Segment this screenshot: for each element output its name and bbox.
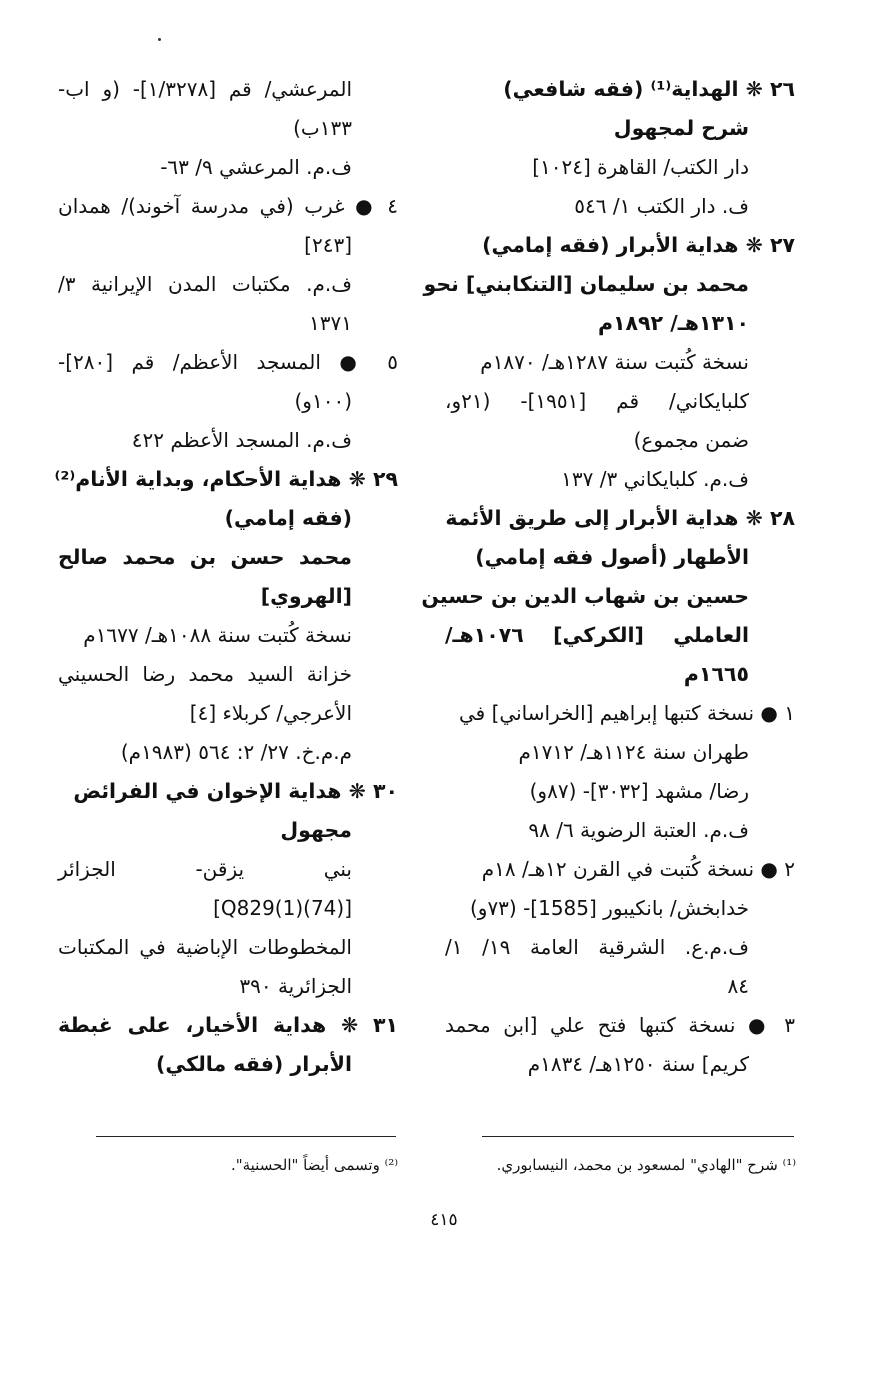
text-line: [(74)Q829(1)] (213, 896, 352, 920)
text-line: الأعرجي/ كربلاء [٤] (189, 701, 352, 725)
text-line: ١ ● نسخة كتبها إبراهيم [الخراساني] في (459, 701, 795, 725)
text-line: الأطهار (أصول فقه إمامي) (475, 545, 749, 569)
text-line: [٢٤٣] (304, 233, 352, 257)
footnote-rule-right (482, 1136, 794, 1137)
text-line: دار الكتب/ القاهرة [١٠٢٤] (532, 155, 749, 179)
text-line: المرعشي/ قم [١/٣٢٧٨]- (و اب- (58, 77, 352, 101)
left-column (54, 70, 398, 1084)
text-line: الأبرار (فقه مالكي) (156, 1052, 352, 1076)
text-line: كريم] سنة ١٢٥٠هـ/ ١٨٣٤م (527, 1052, 749, 1076)
text-line: ٣٠ ❋ هداية الإخوان في الفرائض (73, 779, 398, 803)
scan-speck (158, 38, 161, 41)
text-line: ١٣٧١ (309, 311, 352, 335)
text-line: ٢ ● نسخة كُتبت في القرن ١٢هـ/ ١٨م (481, 857, 795, 881)
page-number: ٤١٥ (430, 1210, 458, 1230)
text-line: مجهول (280, 818, 352, 842)
text-line: حسين بن شهاب الدين بن حسين (421, 584, 749, 608)
text-line: ١٦٦٥م (683, 662, 749, 686)
text-line: ٢٦ ❋ الهداية⁽¹⁾ (فقه شافعي) (503, 77, 795, 101)
text-line: ٢٧ ❋ هداية الأبرار (فقه إمامي) (482, 233, 795, 257)
text-line: محمد حسن بن محمد صالح (58, 545, 352, 569)
text-line: طهران سنة ١١٢٤هـ/ ١٧١٢م (518, 740, 749, 764)
footnote-rule-left (96, 1136, 396, 1137)
text-line: نسخة كُتبت سنة ١٢٨٧هـ/ ١٨٧٠م (480, 350, 749, 374)
text-line: خدابخش/ بانكيبور [1585]- (٧٣و) (469, 896, 749, 920)
text-line: ف.م. العتبة الرضوية ٦/ ٩٨ (528, 818, 749, 842)
text-line: [الهروي] (260, 584, 352, 608)
text-line: م.م.خ. ٢٧/ ٢: ٥٦٤ (١٩٨٣م) (120, 740, 352, 764)
text-line: ١٣١٠هـ/ ١٨٩٢م (597, 311, 749, 335)
text-line: ف.م. مكتبات المدن الإيرانية ٣/ (58, 272, 352, 296)
text-line: (١٠٠و) (294, 389, 352, 413)
text-line: ف.م. المسجد الأعظم ٤٢٢ (131, 428, 352, 452)
text-line: ٤ ● غرب (في مدرسة آخوند)/ همدان (58, 194, 398, 218)
text-line: ف. دار الكتب ١/ ٥٤٦ (574, 194, 749, 218)
text-line: كلبايكاني/ قم [١٩٥١]- (٢١و، (445, 389, 749, 413)
text-line: ف.م. المرعشي ٩/ ٦٣- (160, 155, 352, 179)
text-line: رضا/ مشهد [٣٠٣٢]- (٨٧و) (529, 779, 749, 803)
text-line: (فقه إمامي) (224, 506, 352, 530)
footnote-1: ⁽¹⁾ شرح "الهادي" لمسعود بن محمد، النيسابوري. (496, 1156, 796, 1174)
text-line: ف.م. كلبايكاني ٣/ ١٣٧ (561, 467, 749, 491)
text-line: بني يزقن- الجزائر (58, 857, 352, 881)
text-line: ١٣٣ب) (293, 116, 352, 140)
text-line: المخطوطات الإباضية في المكتبات (58, 935, 352, 959)
text-line: العاملي [الكركي] ١٠٧٦هـ/ (445, 623, 749, 647)
text-line: الجزائرية ٣٩٠ (239, 974, 352, 998)
text-line: ٢٨ ❋ هداية الأبرار إلى طريق الأئمة (445, 506, 795, 530)
text-line: ٥ ● المسجد الأعظم/ قم [٢٨٠]- (58, 350, 398, 374)
text-line: نسخة كُتبت سنة ١٠٨٨هـ/ ١٦٧٧م (83, 623, 352, 647)
text-line: ٣١ ❋ هداية الأخيار، على غبطة (58, 1013, 398, 1037)
text-line: ف.م.ع. الشرقية العامة ١٩/ ١/ (445, 935, 749, 959)
text-line: ٣ ● نسخة كتبها فتح علي [ابن محمد (445, 1013, 795, 1037)
text-line: محمد بن سليمان [التنكابني] نحو (423, 272, 749, 296)
right-column (421, 70, 795, 1084)
footnote-2: ⁽²⁾ وتسمى أيضاً "الحسنية". (230, 1156, 398, 1174)
text-line: ضمن مجموع) (633, 428, 749, 452)
text-line: ٨٤ (727, 974, 749, 998)
text-line: ٢٩ ❋ هداية الأحكام، وبداية الأنام⁽²⁾ (54, 467, 398, 491)
text-line: خزانة السيد محمد رضا الحسيني (58, 662, 352, 686)
text-line: شرح لمجهول (613, 116, 749, 140)
